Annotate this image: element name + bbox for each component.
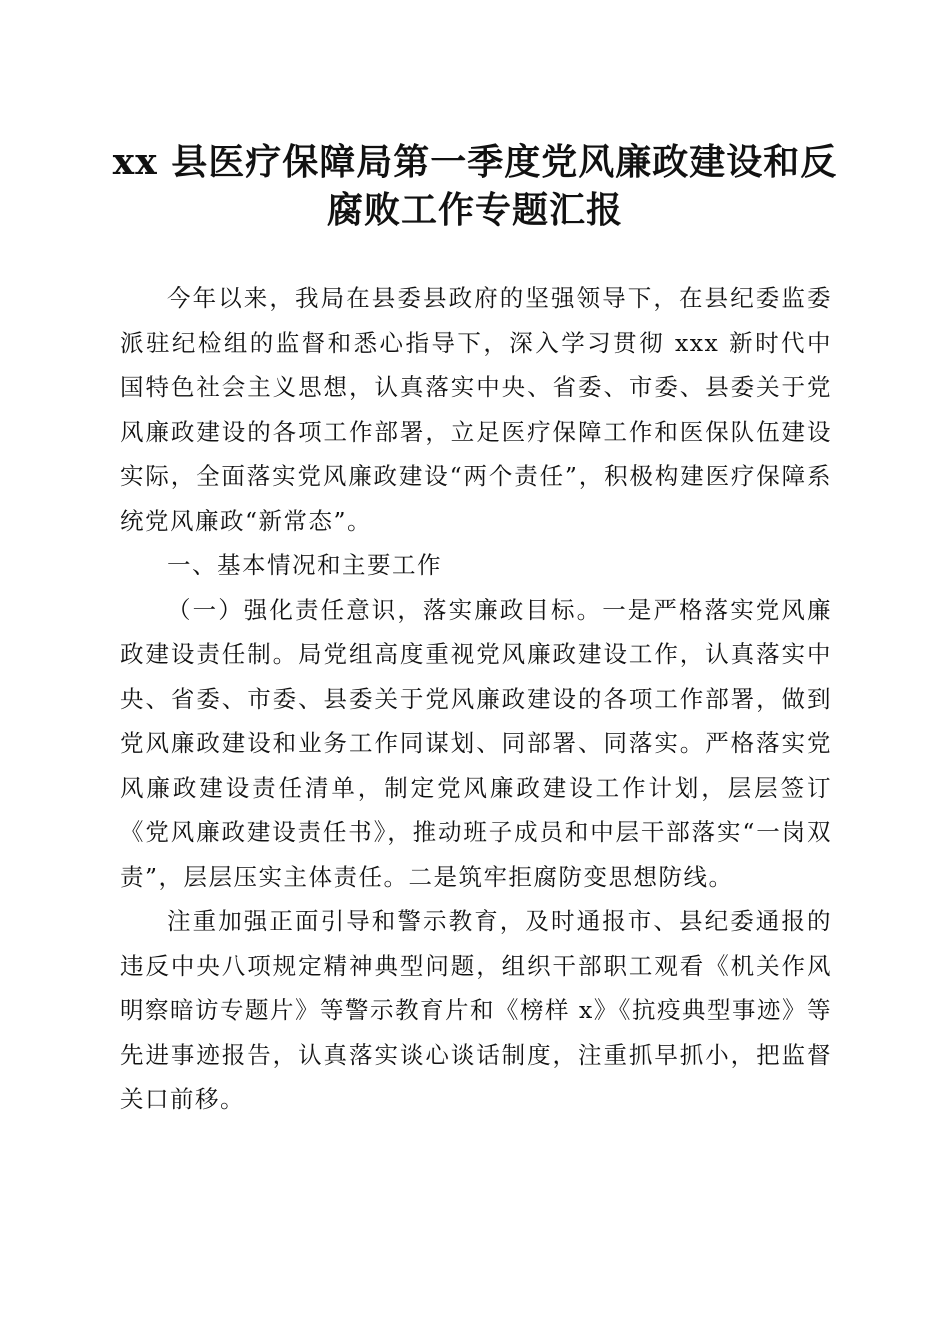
subsection-1-paragraph: [120, 588, 832, 900]
subsection-1-label: （一）强化责任意识，落实廉政目标。: [167, 595, 603, 624]
section-1-heading: 一、基本情况和主要工作: [167, 551, 442, 579]
document-title-line2: 腐败工作专题汇报: [326, 189, 623, 231]
paragraph-3: 注重加强正面引导和警示教育，及时通报市、县纪委通报的违反中央八项规定精神典型问题，组织干部职工观看《机关作风明察暗访专题片》等警示教育片和《榜样 x》《抗疫典型事迹》等先进事迹报告，认真落实谈心谈话制度，注重抓早抓小，把监督关口前移。: [120, 907, 832, 1113]
subsection-1-text: 一是严格落实党风廉政建设责任制。局党组高度重视党风廉政建设工作，认真落实中央、省委、市委、县委关于党风廉政建设的各项工作部署，做到党风廉政建设和业务工作同谋划、同部署、同落实。严格落实党风廉政建设责任清单，制定党风廉政建设工作计划，层层签订《党风廉政建设责任书》，推动班子成员和中层干部落实“一岗双责”，层层压实主体责任。二是筑牢拒腐防变思想防线。: [120, 595, 833, 891]
document-body: [120, 276, 832, 1122]
intro-paragraph: 今年以来，我局在县委县政府的坚强领导下，在县纪委监委派驻纪检组的监督和悉心指导下，深入学习贯彻 xxx 新时代中国特色社会主义思想，认真落实中央、省委、市委、县委关于党风廉政建设的各项工作部署，立足医疗保障工作和医保队伍建设实际，全面落实党风廉政建设“两个责任”，积极构建医疗保障系统党风廉政“新常态”。: [120, 284, 832, 535]
document-title-line1: xx 县医疗保障局第一季度党风廉政建设和反: [112, 141, 838, 183]
